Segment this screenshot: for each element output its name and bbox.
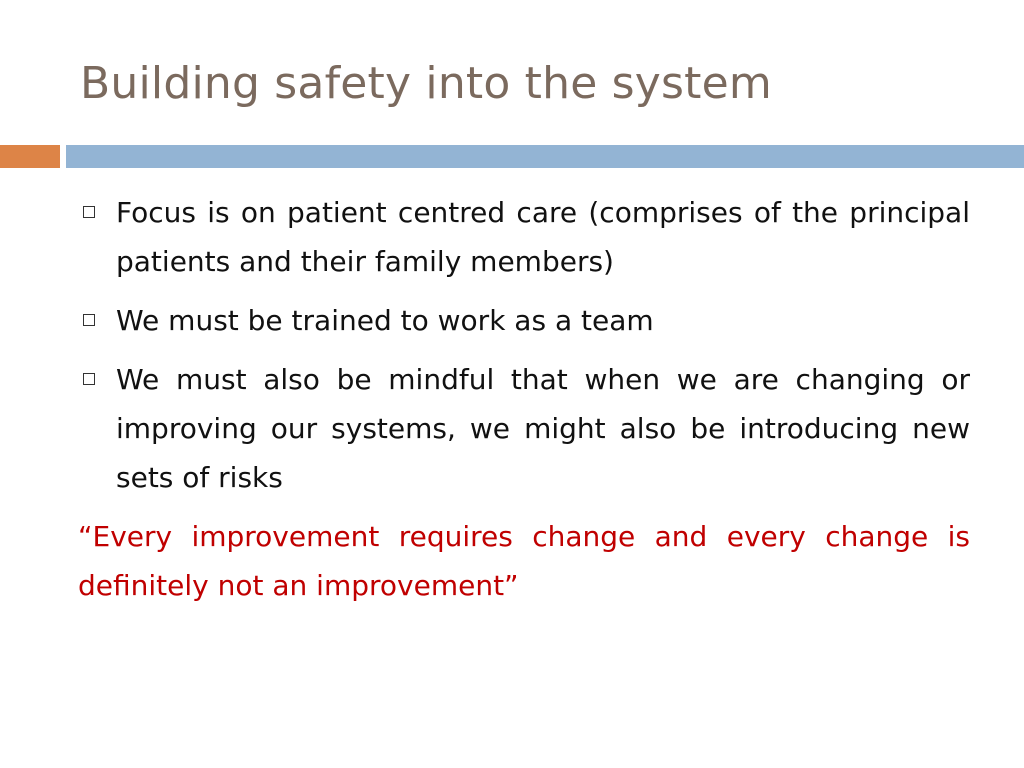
square-bullet-icon xyxy=(83,373,95,385)
bullet-text: We must be trained to work as a team xyxy=(116,304,654,337)
title-accent-bar xyxy=(0,145,60,168)
quote-text: “Every improvement requires change and every change is definitely not an improvement” xyxy=(78,520,970,602)
bullet-text: Focus is on patient centred care (comprises of the principal patients and their family members) xyxy=(116,196,970,278)
bullet-text: We must also be mindful that when we are changing or improving our systems, we might also be introducing new sets of risks xyxy=(116,363,970,494)
bullet-list xyxy=(78,188,970,502)
slide-body xyxy=(78,188,970,610)
bullet-item xyxy=(78,188,970,286)
slide-title: Building safety into the system xyxy=(80,58,772,109)
square-bullet-icon xyxy=(83,206,95,218)
bullet-item xyxy=(78,296,970,345)
bullet-item xyxy=(78,355,970,502)
square-bullet-icon xyxy=(83,314,95,326)
title-divider-bar xyxy=(66,145,1024,168)
